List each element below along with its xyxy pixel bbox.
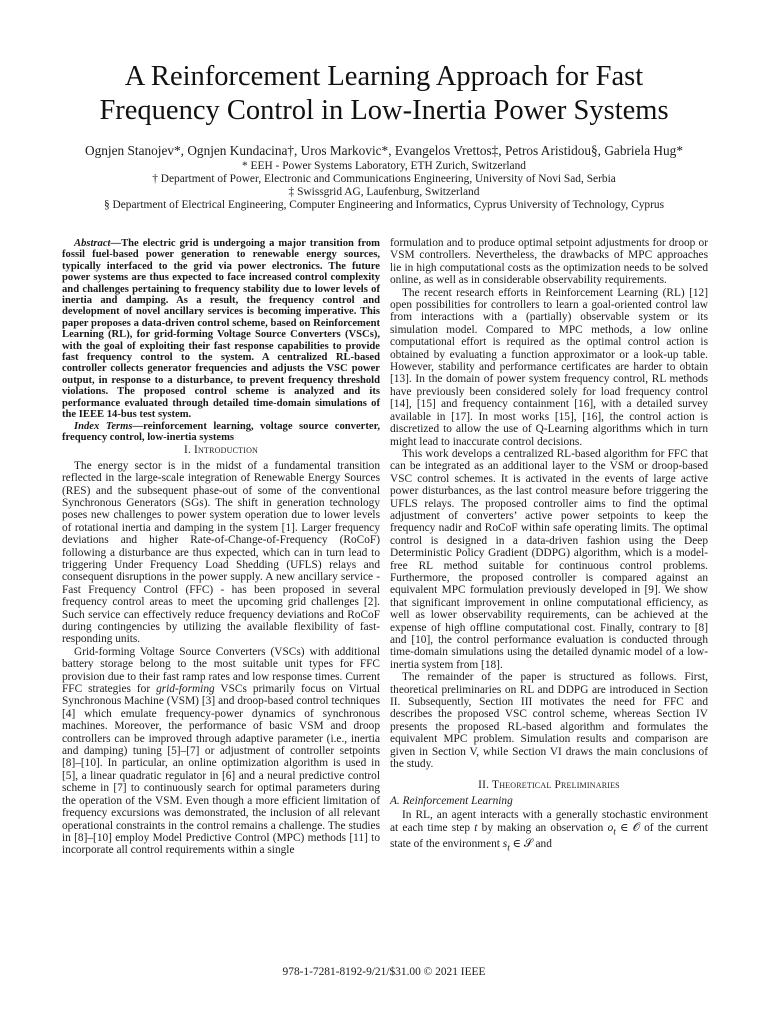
rl-text-c: of the current state of the environment	[390, 821, 708, 851]
abstract-text: —The electric grid is undergoing a major transition from fossil fuel-based power generation to renewable energy sources, typically interfaced to the grid via power electronics. The future power systems are thus expected to face increased control complexity and challenges pertaining to frequency stability due to lower levels of inertia and damping. As a result, the frequency control and development of novel ancillary services is becoming imperative. This paper proposes a data-driven control scheme, based on Reinforcement Learning (RL), for grid-forming Voltage Source Converters (VSCs), with the goal of exploiting their fast response capabilities to provide fast frequency control to the system. A centralized RL-based controller collects generator frequencies and adjusts the VSC power output, in response to a disturbance, to prevent frequency threshold violations. The proposed control scheme is analyzed and its performance evaluated through detailed time-domain simulations of the IEEE 14-bus test system.	[62, 238, 380, 421]
math-state-space: 𝒮	[523, 838, 533, 851]
right-paragraph-contribution: This work develops a centralized RL-based algorithm for FFC that can be integrated as an additional layer to the VSM or droop-based VSC control schemes. It is activated in the events of large active power disturbances, as the last control measure before triggering the UFLS relays. The proposed controller aims to find the optimal adjustment of converters’ active power setpoints to keep the frequency nadir and RoCoF within safe operating limits. The optimal control is designed in a data-driven fashion using the Deep Deterministic Policy Gradient (DDPG) algorithm, which is a model-free RL method suitable for continuous control problems. Furthermore, the proposed controller is compared against an equivalent MPC formulation previously developed in [9]. We show that significant improvement in online computational efficiency, as well as lower observability requirements, can be achieved at the expense of high offline computational cost. Finally, contrary to [8] and [10], the control performance evaluation is conducted through time-domain simulations using the detailed dynamic model of a low-inertia system from [18].	[390, 447, 708, 671]
section-heading-introduction: I. Introduction	[183, 444, 259, 457]
intro-p2-text-a: Grid-forming Voltage Source Converters (VSCs) with additional battery storage belong to the most suitable unit types for FFC provision due to their fast ramp rates and low response times. Current FFC strategies for	[62, 645, 380, 696]
rl-text-a: In RL, an agent interacts with a generally stochastic environment at each time step	[390, 809, 708, 834]
intro-p2-emphasis: grid-forming	[156, 683, 215, 696]
math-in-1: ∈	[615, 821, 633, 834]
math-s-sub: t	[507, 843, 510, 854]
right-paragraph-continued: formulation and to produce optimal setpoint adjustments for droop or VSM controllers. Nevertheless, the drawbacks of MPC approaches lie in high computational costs as the optimization needs to be solved online, as well as in considerable observability requirements.	[390, 237, 708, 287]
math-o-sub: t	[613, 826, 616, 837]
math-o: o	[607, 821, 614, 834]
rl-text-d: and	[532, 838, 552, 851]
abstract-label: Abstract	[74, 238, 111, 249]
section-heading-preliminaries: II. Theoretical Preliminaries	[478, 779, 620, 792]
math-t: t	[474, 821, 478, 834]
author-list: Ognjen Stanojev*, Ognjen Kundacina†, Uros Markovic*, Evangelos Vrettos‡, Petros Aristidou§, Gabriela Hug*	[85, 143, 683, 158]
right-paragraph-structure: The remainder of the paper is structured as follows. First, theoretical preliminaries on RL and DDPG are introduced in Section II. Subsequently, Section III motivates the need for FFC and describes the proposed VSC control scheme, whereas Section IV presents the proposed RL-based algorithm and formulates the equivalent MPC problem. Simulation results and comparison are given in Section V, while Section VI draws the main conclusions of the study.	[390, 671, 708, 771]
math-in-2: ∈	[509, 838, 524, 851]
abstract	[62, 238, 380, 421]
index-terms-label: Index Terms	[74, 420, 133, 432]
math-obs-space: 𝒪	[632, 821, 640, 834]
paper-title	[20, 60, 748, 128]
right-paragraph-rl: The recent research efforts in Reinforcement Learning (RL) [12] open possibilities for controllers to learn a goal-oriented control law from interactions with a (partially) observable system or its simulation model. Compared to MPC methods, a low online computational effort is required as the optimal control action is obtained by evaluating a function approximator or a look-up table. However, stability and performance certificates are harder to obtain [13]. In the domain of power system frequency control, RL methods have previously been considered solely for load frequency control [14], [15] and frequency containment [16], with a detailed survey available in [17]. In most works [15], [16], the control action is discretized to allow the use of Q-Learning algorithms which in turn might lead to inaccurate control decisions.	[390, 286, 708, 448]
left-column	[62, 238, 380, 857]
affiliation-4: § Department of Electrical Engineering, Computer Engineering and Informatics, Cyprus University of Technology, Cyprus	[103, 199, 665, 211]
intro-p2-text-b: VSCs primarily focus on Virtual Synchronous Machine (VSM) [3] and droop-based control techniques [4] which emulate frequency-power dynamics of synchronous machines. Moreover, the performance of basic VSM and droop controllers can be improved through adaptive parameter (i.e., inertia and damping) tuning [5]–[7] or adjustment of controller setpoints [8]–[10]. In particular, an online optimization algorithm is used in [5], a linear quadratic regulator in [6] and a neural predictive control scheme in [7] to continuously search for optimal parameters during the operation of the VSM. Even though a more efficient limitation of frequency excursions was demonstrated, the inclusion of all relevant operational constraints in the control remains a challenge. The studies in [8]–[10] employ Model Predictive Control (MPC) methods [11] to incorporate all control requirements within a single	[62, 683, 381, 857]
title-line-2: Frequency Control in Low-Inertia Power Systems	[99, 95, 669, 126]
affiliation-2: † Department of Power, Electronic and Communications Engineering, University of Novi Sad, Serbia	[152, 173, 616, 185]
subsection-heading-rl: A. Reinforcement Learning	[390, 794, 513, 807]
index-terms	[62, 421, 380, 444]
copyright-footer: 978-1-7281-8192-9/21/$31.00 © 2021 IEEE	[282, 966, 486, 978]
affiliation-1: * EEH - Power Systems Laboratory, ETH Zurich, Switzerland	[242, 160, 526, 172]
affiliation-3: ‡ Swissgrid AG, Laufenburg, Switzerland	[288, 186, 480, 198]
rl-text-b: by making an observation	[477, 821, 608, 834]
intro-paragraph-2	[62, 646, 380, 857]
right-column	[390, 237, 708, 855]
intro-paragraph-1: The energy sector is in the midst of a fundamental transition reflected in the large-scale integration of Renewable Energy Sources (RES) and the subsequent phase-out of some of the conventional Synchronous Generators (SGs). The shift in generation technology poses new challenges to power system operation due to lower levels of rotational inertia and damping in the system [1]. Larger frequency deviations and higher Rate-of-Change-of-Frequency (RoCoF) following a disturbance are thus expected, which can in turn lead to triggering Under Frequency Load Shedding (UFLS) relays and consequent disruptions in the power supply. A new ancillary service - Fast Frequency Control (FFC) - has been proposed in several frequency control areas to meet the upcoming grid challenges [2]. Such service can effectively reduce frequency deviations and RoCoF during contingencies by utilizing the available flexibility of fast-responding units.	[62, 459, 380, 646]
index-terms-text: —reinforcement learning, voltage source converter, frequency control, low-inertia systems	[62, 420, 380, 443]
rl-paragraph	[390, 809, 708, 855]
title-line-1: A Reinforcement Learning Approach for Fast	[124, 61, 644, 92]
math-s: s	[502, 838, 508, 851]
